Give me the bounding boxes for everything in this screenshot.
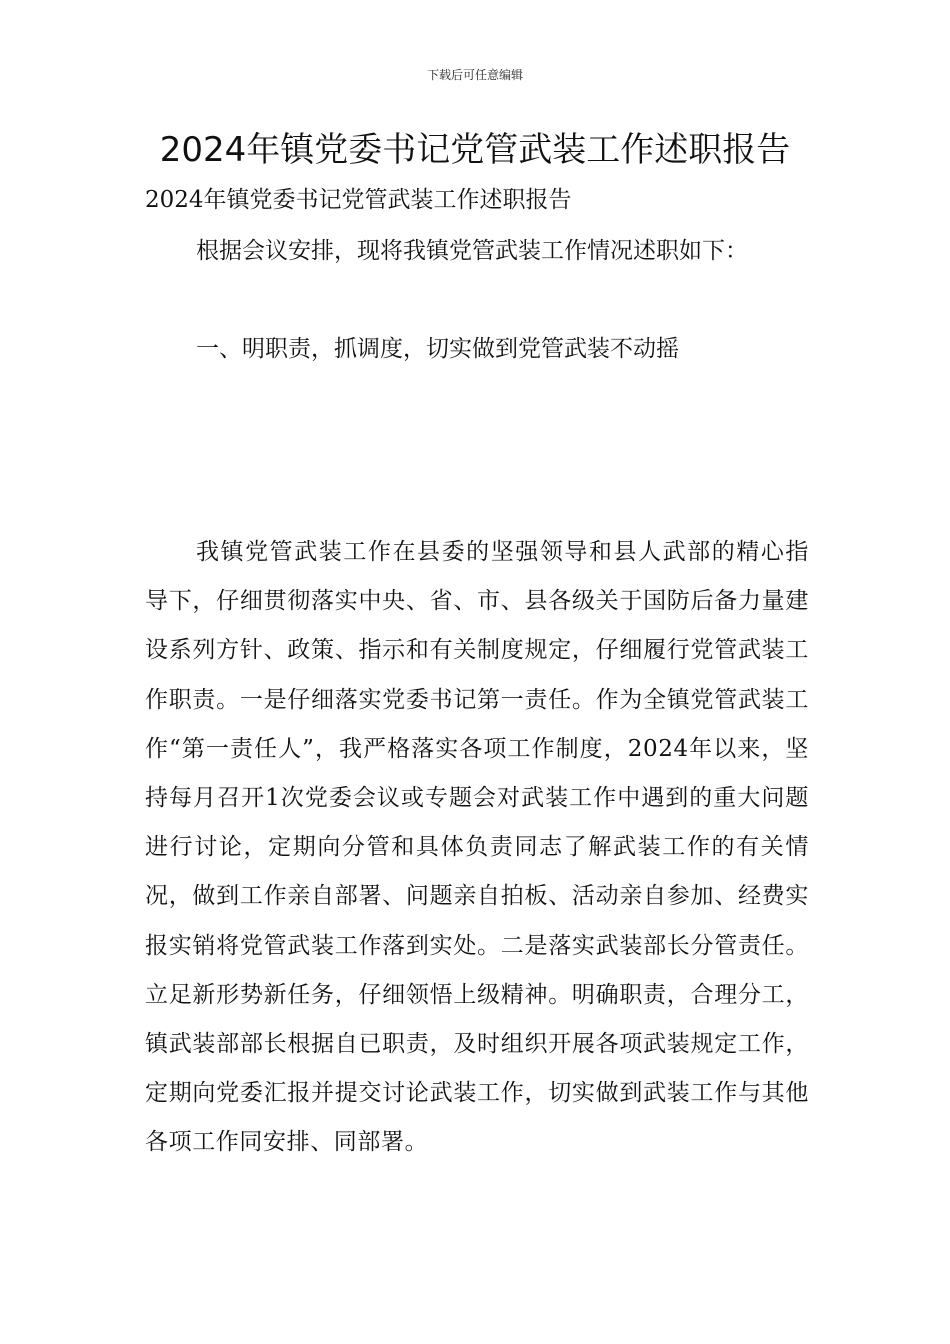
section-heading: 一、明职责，抓调度，切实做到党管武装不动摇 <box>196 336 679 362</box>
document-subtitle: 2024年镇党委书记党管武装工作述职报告 <box>145 187 572 213</box>
document-title: 2024年镇党委书记党管武装工作述职报告 <box>159 130 791 170</box>
body-paragraph: 我镇党管武装工作在县委的坚强领导和县人武部的精心指导下，仔细贯彻落实中央、省、市、县各级关于国防后备力量建设系列方针、政策、指示和有关制度规定，仔细履行党管武装工作职责。一是仔细落实党委书记第一责任。作为全镇党管武装工作“第一责任人”，我严格落实各项工作制度，2024年以来，坚持每月召开1次党委会议或专题会对武装工作中遇到的重大问题进行讨论，定期向分管和具体负责同志了解武装工作的有关情况，做到工作亲自部署、问题亲自拍板、活动亲自参加、经费实报实销将党管武装工作落到实处。二是落实武装部长分管责任。立足新形势新任务，仔细领悟上级精神。明确职责，合理分工，镇武装部部长根据自已职责，及时组织开展各项武装规定工作，定期向党委汇报并提交讨论武装工作，切实做到武装工作与其他各项工作同安排、同部署。 <box>145 539 809 1156</box>
intro-paragraph: 根据会议安排，现将我镇党管武装工作情况述职如下： <box>196 238 748 264</box>
header-note: 下载后可任意编辑 <box>426 68 523 82</box>
